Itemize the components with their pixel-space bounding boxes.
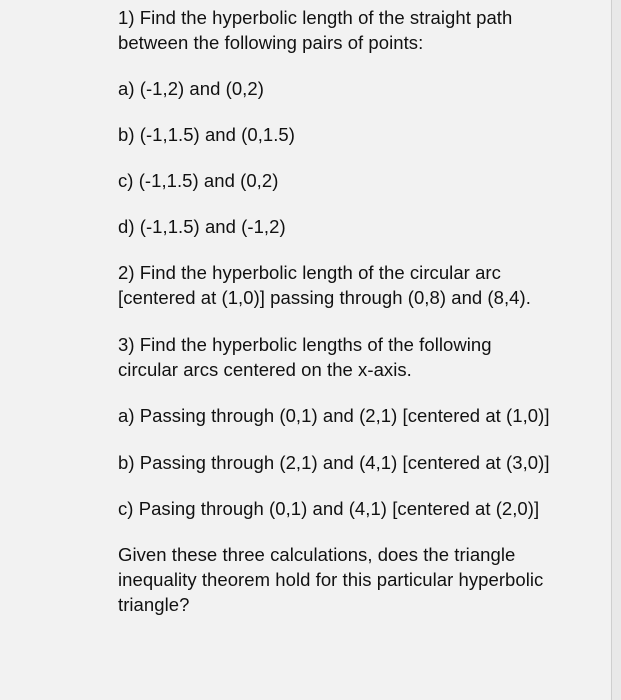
question-1-line-1: 1) Find the hyperbolic length of the straight path [118, 7, 513, 28]
question-1-part-b: b) (-1,1.5) and (0,1.5) [118, 124, 295, 145]
question-2-line-1: 2) Find the hyperbolic length of the circular arc [118, 262, 501, 283]
question-1-part-d: d) (-1,1.5) and (-1,2) [118, 216, 286, 237]
closing-question-line-3: triangle? [118, 594, 190, 615]
question-1-part-a: a) (-1,2) and (0,2) [118, 78, 264, 99]
question-2-line-2: [centered at (1,0)] passing through (0,8) and (8,4). [118, 287, 531, 308]
closing-question-line-1: Given these three calculations, does the triangle [118, 544, 516, 565]
question-3-part-b: b) Passing through (2,1) and (4,1) [centered at (3,0)] [118, 452, 550, 473]
question-3-line-2: circular arcs centered on the x-axis. [118, 359, 412, 380]
question-3-part-c: c) Pasing through (0,1) and (4,1) [centered at (2,0)] [118, 498, 540, 519]
question-3-line-1: 3) Find the hyperbolic lengths of the following [118, 334, 492, 355]
question-1-part-c: c) (-1,1.5) and (0,2) [118, 170, 279, 191]
question-3-part-a: a) Passing through (0,1) and (2,1) [centered at (1,0)] [118, 405, 550, 426]
question-1-line-2: between the following pairs of points: [118, 32, 424, 53]
closing-question-line-2: inequality theorem hold for this particular hyperbolic [118, 569, 544, 590]
